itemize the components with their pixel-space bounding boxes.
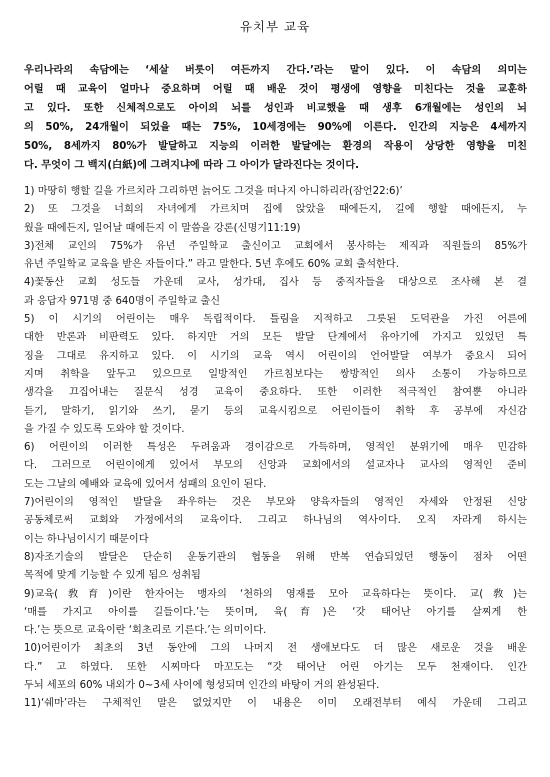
text-line: 어릴 때 교육이 얼마나 중요하며 어릴 때 배운 것이 평생에 영향을 미친다는 것을 교훈하 — [24, 84, 527, 95]
note-4-line: 4)꽃동산 교회 성도들 가운데 교사, 성가대, 집사 등 중직자들을 대상으로 조사해 본 결 — [24, 277, 527, 289]
note-9-line: 다.’는 뜻으로 교육이란 ‘회초리로 기른다.’는 의미이다. — [24, 625, 267, 637]
note-5-line: 대한 반론과 비판력도 있다. 하지만 거의 모든 발달 단계에서 유아기에 가지고 있었던 특 — [24, 332, 527, 344]
note-2-line: 웠을 때에든지, 일어날 때에든지 이 말씀을 강론(신명기11:19) — [24, 222, 301, 234]
note-5-line: 5) 이 시기의 어린이는 매우 독립적이다. 틀림을 지적하고 그릇된 도덕관을 가진 어른에 — [24, 314, 527, 326]
text-line: 의 50%, 24개월이 되었을 때는 75%, 10세경에는 90%에 이른다. 인간의 지능은 4세까지 — [24, 122, 527, 133]
intro-paragraph — [24, 61, 527, 175]
note-3-line: 유년 주일학교 교육을 받은 자들이다.” 라고 말한다. 5년 후에도 60% 교회 출석한다. — [24, 259, 399, 271]
note-7-line: 이는 하나님이시기 때문이다 — [24, 533, 149, 545]
note-5-line: 을 가질 수 있도록 도와야 할 것이다. — [24, 423, 185, 435]
document-title: 유치부 교육 — [239, 19, 311, 34]
text-line: 다. 무엇이 그 백지(白紙)에 그려지냐에 따라 그 아이가 달라진다는 것이다. — [24, 160, 360, 171]
note-10-line: 10)어린이가 최초의 3년 동안에 그의 나머지 전 생애보다도 더 많은 새로운 것을 배운 — [24, 643, 527, 655]
numbered-notes — [24, 183, 527, 714]
note-4-line: 과 응답자 971명 중 640명이 주일학교 출신 — [24, 295, 221, 307]
text-line: 고 있다. 또한 신체적으로도 아이의 뇌를 성인과 비교했을 때 생후 6개월에는 성인의 뇌 — [24, 103, 527, 114]
note-3-line: 3)전체 교인의 75%가 유년 주일학교 출신이고 교회에서 봉사하는 제직과 직원들의 85%가 — [24, 240, 527, 252]
note-8-line: 목적에 맞게 기능할 수 있게 됨으 성취됨 — [24, 570, 201, 582]
note-7-line: 7)어린이의 영적인 발달을 좌우하는 것은 부모와 양육자들의 영적인 자세와 안정된 신앙 — [24, 497, 527, 509]
text-line: 50%, 8세까지 80%가 발달하고 지능의 이러한 발달에는 환경의 작용이 상당한 영향을 미친 — [24, 141, 527, 152]
text-line: 우리나라의 속담에는 ‘세살 버릇이 여든까지 간다.’라는 말이 있다. 이 속담의 의미는 — [24, 65, 527, 76]
note-6-line: 도는 그날의 예배와 교육에 있어서 성패의 요인이 된다. — [24, 478, 267, 490]
note-6-line: 다. 그러므로 어린이에게 있어서 부모의 신앙과 교회에서의 설교자나 교사의 영적인 준비 — [24, 460, 527, 472]
note-9-line: 9)교육(敎育)이란 한자어는 맹자의 ‘천하의 영재를 모아 교육하다는 뜻이다. 교(敎)는 — [24, 588, 527, 600]
note-10-line: 다.” 고 하였다. 또한 시찌마다 마꼬도는 “갓 태어난 어린 아기는 모두 천재이다. 인간 — [24, 661, 527, 673]
note-7-line: 공동체로써 교회와 가정에서의 교육이다. 그리고 하나님의 역사이다. 오직 자라게 하시는 — [24, 515, 527, 527]
note-6-line: 6) 어린이의 이러한 특성은 두려움과 경이감으로 가득하며, 영적인 분위기에 매우 민감하 — [24, 442, 527, 454]
note-1-line: 1) 마땅히 행할 길을 가르치라 그리하면 늙어도 그것을 떠나지 아니하리라(잠언22:6)’ — [24, 186, 403, 197]
note-5-line: 징을 그대로 유지하고 있다. 이 시기의 교육 역시 어린이의 언어발달 여부가 중요시 되어 — [24, 350, 527, 362]
note-5-line: 듣기, 말하기, 읽기와 쓰기, 묻기 등의 교육시킴으로 어린이들이 취학 후 공부에 자신감 — [24, 405, 527, 417]
note-11-line: 11)‘쉐마’라는 구체적인 말은 없었지만 이 내용은 이미 오래전부터 예식 가운데 그리고 — [24, 698, 527, 710]
note-10-line: 두뇌 세포의 60% 내외가 0~3세 사이에 형성되며 인간의 바탕이 거의 완성된다. — [24, 680, 380, 692]
note-2-line: 2) 또 그것을 너희의 자녀에게 가르치며 집에 앉았을 때에든지, 길에 행할 때에든지, 누 — [24, 204, 527, 216]
note-9-line: ‘매를 가지고 아이를 길들이다.’는 뜻이며, 육(育)은 ‘갓 태어난 아기를 살찌게 한 — [24, 606, 527, 618]
note-5-line: 지며 취학을 앞두고 있으므로 일방적인 가르침보다는 쌍방적인 의사 소통이 가능하므로 — [24, 368, 527, 380]
note-8-line: 8)자조기술의 발달은 단순히 운동기관의 협동을 위해 반복 연습되었던 행동이 점차 어떤 — [24, 551, 527, 563]
note-5-line: 생각을 끄집어내는 질문식 성경 교육이 중요하다. 또한 이러한 적극적인 참여뿐 아니라 — [24, 387, 527, 399]
